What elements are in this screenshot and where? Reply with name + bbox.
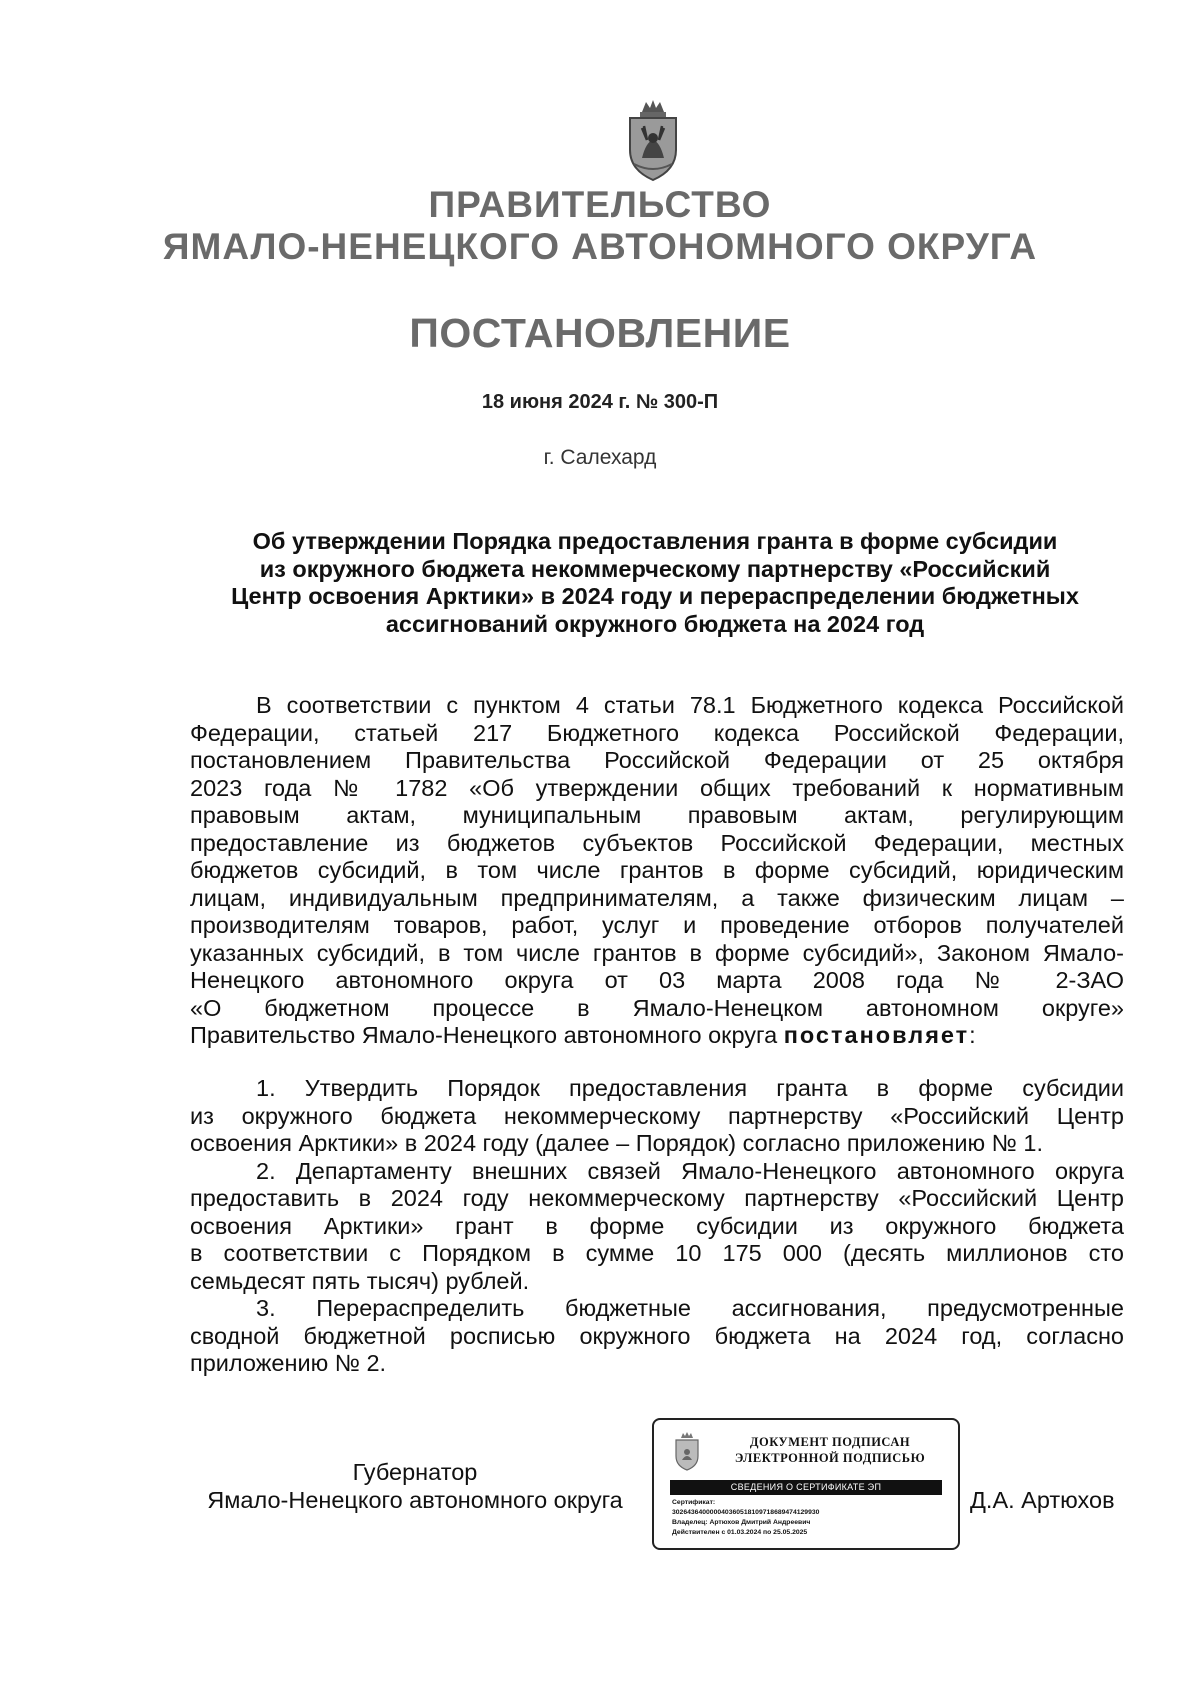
text-line: Федерации, статьей 217 Бюджетного кодекса Российской Федерации, [190,719,1124,746]
stamp-title-line2: ЭЛЕКТРОННОЙ ПОДПИСЬЮ [734,1451,926,1465]
certificate-owner: Владелец: Артюхов Дмитрий Андреевич [672,1519,811,1526]
item-1-line: из окружного бюджета некоммерческому партнерству «Российский Центр [190,1102,1124,1129]
text-line-resolves [190,1022,1124,1050]
city: г. Салехард [543,446,657,469]
item-3-line: сводной бюджетной росписью окружного бюджета на 2024 год, согласно [190,1322,1124,1349]
item-3-line: 3. Перераспределить бюджетные ассигнования, предусмотренные [256,1295,1124,1321]
electronic-signature-stamp [652,1418,960,1550]
coat-of-arms-icon [620,98,686,184]
text-line: Ненецкого автономного округа от 03 марта 2008 года № 2-ЗАО [190,967,1124,993]
text-line: лицам, индивидуальным предпринимателям, а также физическим лицам – [190,884,1124,911]
preamble-paragraph [190,692,1124,1050]
coat-of-arms-small-icon [672,1432,702,1472]
resolution-prefix: Правительство Ямало-Ненецкого автономного округа [190,1022,784,1048]
organization-title-line1: ПРАВИТЕЛЬСТВО [428,184,772,225]
stamp-title [712,1434,948,1466]
text-line: постановлением Правительства Российской Федерации от 25 октября [190,747,1124,773]
text-line: указанных субсидий, в том числе грантов в форме субсидий», Законом Ямало- [190,939,1124,966]
subject-line: ассигнований окружного бюджета на 2024 год [385,610,925,637]
certificate-validity: Действителен с 01.03.2024 по 25.05.2025 [672,1529,808,1536]
subject-line: Центр освоения Арктики» в 2024 году и перераспределении бюджетных [231,583,1079,609]
signer-position [190,1458,640,1514]
certificate-details [672,1498,952,1538]
item-3-line: приложению № 2. [190,1350,387,1376]
signer-position-line2: Ямало-Ненецкого автономного округа [207,1487,623,1513]
date-and-number: 18 июня 2024 г. № 300-П [481,391,719,413]
text-line: правовым актам, муниципальным правовым актам, регулирующим [190,802,1124,828]
item-1-line: 1. Утвердить Порядок предоставления гранта в форме субсидии [256,1075,1124,1101]
document-type: ПОСТАНОВЛЕНИЕ [409,310,791,356]
subject-line: из окружного бюджета некоммерческому партнерству «Российский [259,555,1051,582]
text-line: «О бюджетном процессе в Ямало-Ненецком автономном округе» [190,994,1124,1021]
stamp-title-line1: ДОКУМЕНТ ПОДПИСАН [749,1435,911,1449]
text-line: бюджетов субсидий, в том числе грантов в форме субсидий, юридическим [190,857,1124,883]
item-2-line: семьдесят пять тысяч) рублей. [190,1267,530,1294]
item-2-line: освоения Арктики» грант в форме субсидии из окружного бюджета [190,1212,1124,1239]
text-line: предоставление из бюджетов субъектов Российской Федерации, местных [190,829,1124,856]
signer-position-line1: Губернатор [352,1459,478,1485]
subject-line: Об утверждении Порядка предоставления гранта в форме субсидии [252,528,1058,554]
document-subject [190,528,1120,638]
item-1-line: освоения Арктики» в 2024 году (далее – Порядок) согласно приложению № 1. [190,1130,1043,1156]
text-line: производителям товаров, работ, услуг и проведение отборов получателей [190,912,1124,938]
certificate-info-bar: СВЕДЕНИЯ О СЕРТИФИКАТЕ ЭП [670,1480,942,1495]
item-2-line: 2. Департаменту внешних связей Ямало-Ненецкого автономного округа [256,1157,1124,1184]
resolution-keyword: постановляет [783,1022,970,1048]
certificate-label: Сертификат: [672,1499,716,1506]
organization-title-line2: ЯМАЛО-НЕНЕЦКОГО АВТОНОМНОГО ОКРУГА [162,226,1038,267]
resolution-suffix: : [969,1022,976,1048]
item-2-line: предоставить в 2024 году некоммерческому партнерству «Российский Центр [190,1185,1124,1211]
text-line: 2023 года № 1782 «Об утверждении общих требований к нормативным [190,774,1124,801]
text-line: В соответствии с пунктом 4 статьи 78.1 Бюджетного кодекса Российской [256,692,1124,718]
certificate-number: 302643640000040360518109718689474129930 [672,1509,820,1516]
resolution-items [190,1075,1124,1378]
item-2-line: в соответствии с Порядком в сумме 10 175 000 (десять миллионов сто [190,1240,1124,1266]
signer-name: Д.А. Артюхов [970,1487,1115,1513]
